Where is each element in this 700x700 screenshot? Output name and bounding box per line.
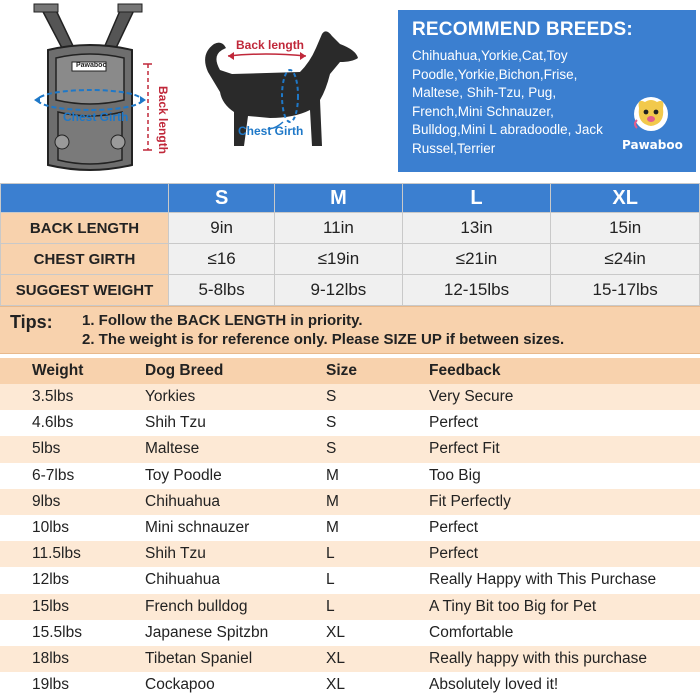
feedback-weight: 6-7lbs — [32, 466, 75, 484]
feedback-header-weight: Weight — [32, 362, 84, 379]
illustrations — [0, 0, 395, 180]
feedback-weight: 12lbs — [32, 571, 70, 589]
dog-back-length-label: Back length — [236, 38, 305, 52]
feedback-text: Perfect — [429, 414, 479, 432]
carrier-and-dog-illustration — [0, 0, 395, 180]
feedback-size: L — [326, 571, 335, 589]
table-row — [0, 541, 700, 567]
feedback-weight: 5lbs — [32, 440, 61, 458]
table-row — [0, 410, 700, 436]
feedback-weight: 19lbs — [32, 676, 70, 694]
tips-label: Tips: — [10, 312, 53, 332]
feedback-weight: 18lbs — [32, 649, 70, 667]
feedback-weight: 3.5lbs — [32, 388, 74, 405]
size-cell: 9in — [169, 213, 275, 244]
feedback-body — [0, 384, 700, 698]
feedback-breed: Shih Tzu — [145, 414, 206, 432]
feedback-size: S — [326, 414, 337, 432]
size-cell: 11in — [275, 213, 402, 244]
feedback-breed: Yorkies — [145, 388, 196, 405]
feedback-breed: Tibetan Spaniel — [145, 649, 253, 667]
size-cell: ≤19in — [275, 244, 402, 275]
feedback-header-feedback: Feedback — [429, 362, 501, 379]
feedback-breed: Maltese — [145, 440, 200, 458]
feedback-size: XL — [326, 623, 345, 641]
tips-line-2: 2. The weight is for reference only. Please SIZE UP if between sizes. — [82, 331, 565, 348]
size-header-s: S — [169, 184, 275, 213]
table-row — [0, 384, 700, 410]
table-row — [0, 672, 700, 698]
dog-chest-girth-label: Chest Girth — [238, 124, 304, 138]
feedback-table — [0, 358, 700, 698]
feedback-text: Comfortable — [429, 623, 514, 641]
size-chart-table — [0, 183, 700, 306]
feedback-text: A Tiny Bit too Big for Pet — [429, 597, 597, 615]
size-cell: 13in — [402, 213, 551, 244]
feedback-breed: Mini schnauzer — [145, 518, 250, 536]
carrier-chest-girth-label: Chest Girth — [63, 110, 129, 124]
feedback-breed: French bulldog — [145, 597, 248, 615]
feedback-size: S — [326, 440, 337, 458]
size-row-chest-girth — [1, 244, 700, 275]
feedback-text: Absolutely loved it! — [429, 676, 559, 694]
feedback-text: Fit Perfectly — [429, 492, 511, 510]
table-row — [0, 489, 700, 515]
feedback-size: S — [326, 388, 337, 405]
recommend-breeds-text: Chihuahua,Yorkie,Cat,Toy Poodle,Yorkie,Bichon,Frise, Maltese, Shih-Tzu, Pug, French,Mini Schnauzer, Bulldog,Mini L abradoodle, Jack Russel,Terrier — [412, 48, 603, 156]
table-row — [0, 463, 700, 489]
size-cell: 12-15lbs — [402, 275, 551, 306]
feedback-breed: Chihuahua — [145, 571, 220, 589]
top-section — [0, 0, 700, 180]
size-cell: 5-8lbs — [169, 275, 275, 306]
feedback-weight: 10lbs — [32, 518, 70, 536]
size-cell: ≤24in — [551, 244, 700, 275]
feedback-weight: 15lbs — [32, 597, 70, 615]
size-row-label: CHEST GIRTH — [1, 244, 169, 275]
feedback-text: Perfect — [429, 545, 479, 563]
feedback-header-size: Size — [326, 362, 358, 379]
pawaboo-logo-text: Pawaboo — [622, 138, 683, 152]
feedback-text: Very Secure — [429, 388, 514, 405]
table-row — [0, 567, 700, 593]
feedback-weight: 15.5lbs — [32, 623, 82, 641]
size-row-suggest-weight — [1, 275, 700, 306]
size-cell: 9-12lbs — [275, 275, 402, 306]
table-row — [0, 436, 700, 462]
pawaboo-logo — [622, 94, 683, 152]
carrier-back-length-label: Back length — [156, 86, 170, 155]
size-chart-corner — [1, 184, 169, 213]
feedback-size: L — [326, 597, 335, 615]
size-row-back-length — [1, 213, 700, 244]
size-row-label: BACK LENGTH — [1, 213, 169, 244]
feedback-breed: Cockapoo — [145, 676, 215, 694]
feedback-size: M — [326, 492, 339, 510]
feedback-text: Really happy with this purchase — [429, 649, 647, 667]
feedback-breed: Japanese Spitzbn — [145, 623, 269, 641]
feedback-text: Too Big — [429, 466, 481, 484]
size-cell: ≤16 — [169, 244, 275, 275]
size-cell: 15in — [551, 213, 700, 244]
feedback-weight: 11.5lbs — [32, 545, 81, 563]
feedback-breed: Toy Poodle — [145, 466, 222, 484]
feedback-size: L — [326, 545, 335, 563]
feedback-size: XL — [326, 676, 345, 694]
feedback-text: Perfect Fit — [429, 440, 500, 458]
recommend-breeds-box — [398, 10, 696, 172]
size-header-xl: XL — [551, 184, 700, 213]
table-row — [0, 594, 700, 620]
carrier-brand-label: Pawaboo — [76, 62, 107, 69]
size-cell: 15-17lbs — [551, 275, 700, 306]
feedback-breed: Shih Tzu — [145, 545, 206, 563]
size-header-m: M — [275, 184, 402, 213]
table-row — [0, 646, 700, 672]
feedback-size: XL — [326, 649, 345, 667]
feedback-header-row — [0, 358, 700, 384]
recommend-breeds-title: RECOMMEND BREEDS: — [412, 19, 633, 40]
feedback-header-breed: Dog Breed — [145, 362, 224, 379]
feedback-weight: 9lbs — [32, 492, 61, 510]
feedback-weight: 4.6lbs — [32, 414, 74, 432]
table-row — [0, 515, 700, 541]
feedback-text: Really Happy with This Purchase — [429, 571, 657, 589]
size-chart-header-row — [1, 184, 700, 213]
size-cell: ≤21in — [402, 244, 551, 275]
feedback-size: M — [326, 466, 339, 484]
tips-banner — [0, 306, 700, 354]
feedback-breed: Chihuahua — [145, 492, 220, 510]
feedback-text: Perfect — [429, 518, 479, 536]
dog-face-icon — [629, 94, 673, 134]
size-row-label: SUGGEST WEIGHT — [1, 275, 169, 306]
table-row — [0, 620, 700, 646]
size-header-l: L — [402, 184, 551, 213]
feedback-size: M — [326, 518, 339, 536]
tips-line-1: 1. Follow the BACK LENGTH in priority. — [82, 312, 363, 329]
